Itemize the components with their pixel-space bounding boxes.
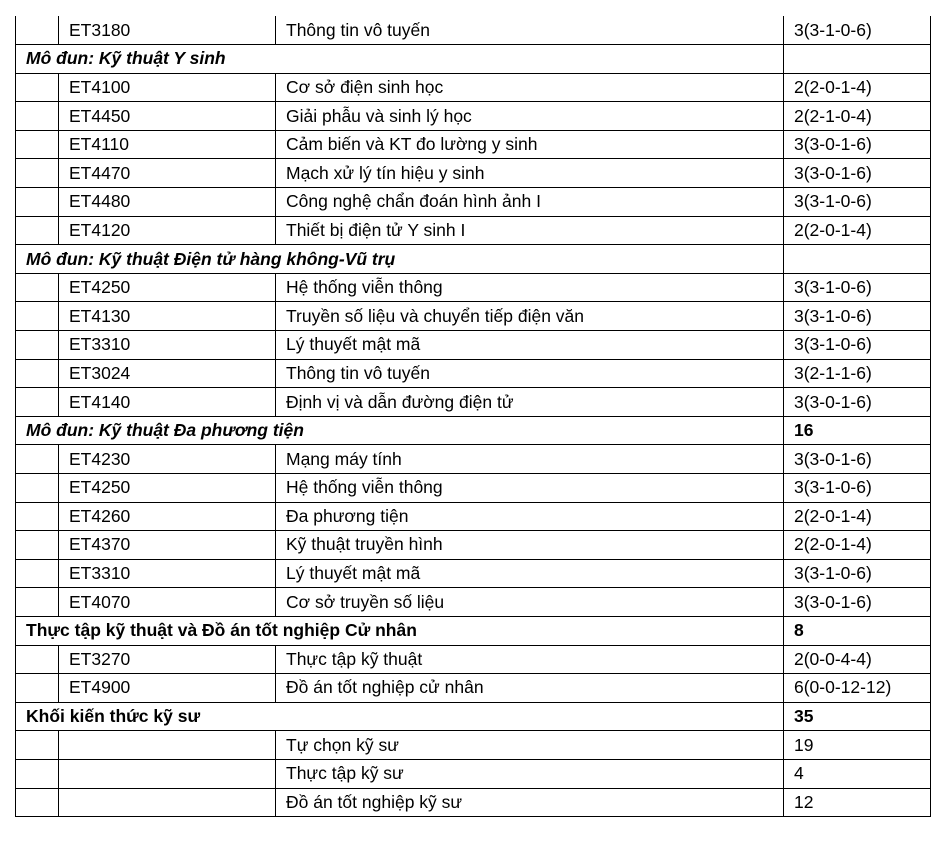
indent-cell: [16, 302, 59, 331]
course-credits: 2(0-0-4-4): [784, 645, 931, 674]
course-name: Mạng máy tính: [276, 445, 784, 474]
course-code: ET3270: [59, 645, 276, 674]
course-credits: 3(3-0-1-6): [784, 159, 931, 188]
course-row: [16, 273, 931, 302]
group-header-row: [16, 702, 931, 731]
course-row: [16, 130, 931, 159]
course-code: ET4130: [59, 302, 276, 331]
course-row: [16, 73, 931, 102]
indent-cell: [16, 102, 59, 131]
course-name: Thông tin vô tuyến: [276, 359, 784, 388]
course-code: [59, 731, 276, 760]
course-credits: 3(3-1-0-6): [784, 474, 931, 503]
group-header-row: [16, 616, 931, 645]
course-name: Định vị và dẫn đường điện tử: [276, 388, 784, 417]
course-row: [16, 16, 931, 45]
course-code: ET4230: [59, 445, 276, 474]
group-title: Mô đun: Kỹ thuật Đa phương tiện: [16, 416, 784, 445]
course-code: ET4450: [59, 102, 276, 131]
course-row: [16, 102, 931, 131]
course-name: Cảm biến và KT đo lường y sinh: [276, 130, 784, 159]
indent-cell: [16, 388, 59, 417]
group-title: Mô đun: Kỹ thuật Y sinh: [16, 45, 784, 74]
course-name: Đồ án tốt nghiệp cử nhân: [276, 674, 784, 703]
course-code: ET4110: [59, 130, 276, 159]
indent-cell: [16, 759, 59, 788]
course-code: ET4480: [59, 188, 276, 217]
indent-cell: [16, 731, 59, 760]
indent-cell: [16, 588, 59, 617]
group-credits: 16: [784, 416, 931, 445]
course-credits: 3(3-1-0-6): [784, 331, 931, 360]
course-code: ET4370: [59, 531, 276, 560]
course-credits: 3(2-1-1-6): [784, 359, 931, 388]
indent-cell: [16, 674, 59, 703]
course-row: [16, 216, 931, 245]
course-name: Truyền số liệu và chuyển tiếp điện văn: [276, 302, 784, 331]
group-header-row: [16, 245, 931, 274]
course-code: ET4070: [59, 588, 276, 617]
group-credits: [784, 45, 931, 74]
course-name: Cơ sở truyền số liệu: [276, 588, 784, 617]
indent-cell: [16, 359, 59, 388]
course-name: Tự chọn kỹ sư: [276, 731, 784, 760]
course-name: Đa phương tiện: [276, 502, 784, 531]
group-title: Khối kiến thức kỹ sư: [16, 702, 784, 731]
course-credits: 3(3-0-1-6): [784, 388, 931, 417]
course-credits: 12: [784, 788, 931, 817]
course-code: ET4100: [59, 73, 276, 102]
indent-cell: [16, 502, 59, 531]
course-credits: 19: [784, 731, 931, 760]
indent-cell: [16, 273, 59, 302]
course-credits: 4: [784, 759, 931, 788]
course-credits: 2(2-0-1-4): [784, 531, 931, 560]
course-credits: 3(3-0-1-6): [784, 445, 931, 474]
indent-cell: [16, 216, 59, 245]
group-credits: [784, 245, 931, 274]
course-credits: 3(3-1-0-6): [784, 16, 931, 45]
course-code: ET4260: [59, 502, 276, 531]
course-name: Thông tin vô tuyến: [276, 16, 784, 45]
course-row: [16, 788, 931, 817]
course-name: Công nghệ chẩn đoán hình ảnh I: [276, 188, 784, 217]
indent-cell: [16, 788, 59, 817]
course-code: ET4250: [59, 474, 276, 503]
indent-cell: [16, 531, 59, 560]
course-name: Đồ án tốt nghiệp kỹ sư: [276, 788, 784, 817]
course-code: ET4140: [59, 388, 276, 417]
course-code: [59, 759, 276, 788]
course-row: [16, 531, 931, 560]
course-row: [16, 759, 931, 788]
course-name: Lý thuyết mật mã: [276, 331, 784, 360]
course-row: [16, 588, 931, 617]
course-row: [16, 731, 931, 760]
group-header-row: [16, 45, 931, 74]
course-credits: 2(2-1-0-4): [784, 102, 931, 131]
course-code: ET3024: [59, 359, 276, 388]
course-code: ET3310: [59, 331, 276, 360]
course-name: Hệ thống viễn thông: [276, 474, 784, 503]
course-row: [16, 445, 931, 474]
course-credits: 3(3-1-0-6): [784, 188, 931, 217]
group-credits: 35: [784, 702, 931, 731]
course-name: Mạch xử lý tín hiệu y sinh: [276, 159, 784, 188]
course-row: [16, 502, 931, 531]
indent-cell: [16, 159, 59, 188]
indent-cell: [16, 645, 59, 674]
group-title: Thực tập kỹ thuật và Đồ án tốt nghiệp Cử nhân: [16, 616, 784, 645]
course-row: [16, 159, 931, 188]
course-row: [16, 388, 931, 417]
course-code: [59, 788, 276, 817]
course-code: ET3180: [59, 16, 276, 45]
course-name: Kỹ thuật truyền hình: [276, 531, 784, 560]
course-name: Thiết bị điện tử Y sinh I: [276, 216, 784, 245]
group-title: Mô đun: Kỹ thuật Điện tử hàng không-Vũ trụ: [16, 245, 784, 274]
course-row: [16, 302, 931, 331]
course-row: [16, 674, 931, 703]
course-row: [16, 645, 931, 674]
course-code: ET3310: [59, 559, 276, 588]
course-credits: 3(3-1-0-6): [784, 273, 931, 302]
course-row: [16, 559, 931, 588]
course-name: Thực tập kỹ thuật: [276, 645, 784, 674]
course-name: Giải phẫu và sinh lý học: [276, 102, 784, 131]
course-code: ET4470: [59, 159, 276, 188]
course-credits: 2(2-0-1-4): [784, 73, 931, 102]
course-row: [16, 331, 931, 360]
course-name: Thực tập kỹ sư: [276, 759, 784, 788]
indent-cell: [16, 445, 59, 474]
curriculum-table: [15, 16, 931, 817]
course-credits: 3(3-0-1-6): [784, 588, 931, 617]
course-row: [16, 474, 931, 503]
group-header-row: [16, 416, 931, 445]
indent-cell: [16, 16, 59, 45]
course-credits: 3(3-1-0-6): [784, 302, 931, 331]
course-credits: 3(3-0-1-6): [784, 130, 931, 159]
course-code: ET4250: [59, 273, 276, 302]
course-credits: 6(0-0-12-12): [784, 674, 931, 703]
group-credits: 8: [784, 616, 931, 645]
course-row: [16, 359, 931, 388]
course-code: ET4120: [59, 216, 276, 245]
indent-cell: [16, 331, 59, 360]
indent-cell: [16, 130, 59, 159]
indent-cell: [16, 188, 59, 217]
course-name: Cơ sở điện sinh học: [276, 73, 784, 102]
course-code: ET4900: [59, 674, 276, 703]
course-credits: 2(2-0-1-4): [784, 216, 931, 245]
course-row: [16, 188, 931, 217]
curriculum-table-body: [16, 16, 931, 817]
indent-cell: [16, 73, 59, 102]
course-name: Hệ thống viễn thông: [276, 273, 784, 302]
indent-cell: [16, 474, 59, 503]
course-credits: 2(2-0-1-4): [784, 502, 931, 531]
indent-cell: [16, 559, 59, 588]
course-name: Lý thuyết mật mã: [276, 559, 784, 588]
course-credits: 3(3-1-0-6): [784, 559, 931, 588]
